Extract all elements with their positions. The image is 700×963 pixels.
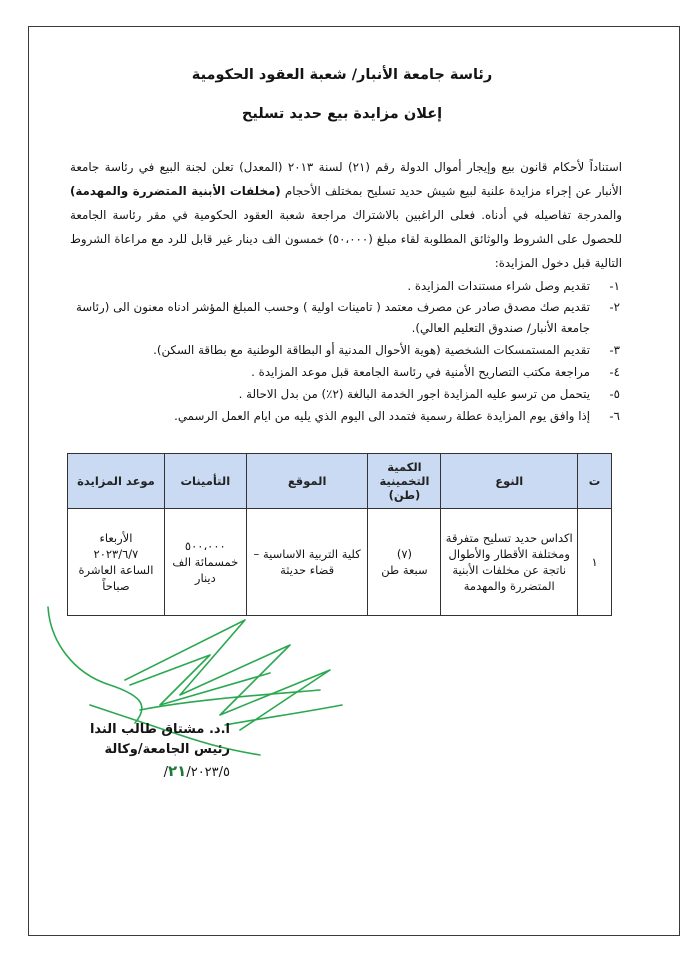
signatory-name: ا.د. مشتاق طالب الندا: [89, 722, 230, 737]
announcement-title: إعلان مزايدة بيع حديد تسليح: [241, 106, 443, 122]
auction-date-value: ٢٠٢٣/٦/٧: [93, 547, 139, 561]
condition-text: تقديم المستمسكات الشخصية (هوية الأحوال المدنية أو البطاقة الوطنية مع بطاقة السكن).: [153, 343, 590, 357]
quantity-number: (٧): [396, 547, 413, 561]
intro-text-2: والمدرجة تفاصيله في أدناه. فعلى الراغبين بالاشتراك مراجعة شعبة العقود الحكومية في مقر رئاسة الجامعة للحصول على الشروط والوثائق المطلوبة لقاء مبلغ (٥٠،٠٠٠) خمسون الف دينار غير قابل للرد مع مراعاة الشروط التالية قبل دخول المزايدة:: [70, 207, 622, 270]
header-cell-type: النوع: [441, 454, 578, 509]
header-cell-deposit: التأمينات: [164, 454, 246, 509]
deposit-number: ٥٠٠،٠٠٠: [184, 539, 226, 553]
condition-text: تقديم صك مصدق صادر عن مصرف معتمد ( تامينات اولية ) وحسب المبلغ المؤشر ادناه معنون الى (رئاسة جامعة الأنبار/ صندوق التعليم العالي).: [75, 300, 590, 335]
condition-item: [60, 275, 620, 297]
header-cell-date: موعد المزايدة: [68, 454, 165, 509]
condition-text: إذا وافق يوم المزايدة عطلة رسمية فتمدد الى اليوم الذي يليه من ايام العمل الرسمي.: [174, 409, 590, 423]
auction-day: الأربعاء: [99, 531, 133, 545]
table-header-row: [68, 454, 612, 509]
signature-date-rest: /٢٠٢٣/٥/: [163, 765, 230, 780]
signature-date-day: ٢١: [168, 762, 187, 780]
issuer-header: رئاسة جامعة الأنبار/ شعبة العقود الحكومية: [191, 67, 493, 83]
condition-number: ٥-: [609, 387, 620, 401]
condition-item: [60, 383, 620, 405]
condition-number: ٤-: [609, 365, 620, 379]
auction-time: الساعة العاشرة صباحاً: [78, 563, 154, 593]
signature-date: [164, 762, 230, 780]
header-cell-number: ت: [578, 454, 612, 509]
row-quantity: [368, 509, 441, 616]
condition-number: ٢-: [609, 300, 620, 314]
condition-item: [60, 339, 620, 361]
condition-text: يتحمل من ترسو عليه المزايدة اجور الخدمة البالغة (٢٪) من بدل الاحالة .: [238, 387, 590, 401]
row-location: كلية التربية الاساسية – قضاء حديثة: [246, 509, 368, 616]
conditions-list: [60, 275, 620, 427]
header-cell-location: الموقع: [246, 454, 368, 509]
condition-item: [60, 405, 620, 427]
condition-item: [60, 361, 620, 383]
condition-number: ٦-: [609, 409, 620, 423]
condition-text: مراجعة مكتب التصاريح الأمنية في رئاسة الجامعة قبل موعد المزايدة .: [251, 365, 590, 379]
condition-text: تقديم وصل شراء مستندات المزايدة .: [407, 279, 590, 293]
condition-number: ٣-: [609, 343, 620, 357]
deposit-words: خمسمائة الف دينار: [172, 555, 239, 585]
row-number: ١: [578, 509, 612, 616]
signatory-role: رئيس الجامعة/وكالة: [104, 742, 230, 757]
quantity-words: سبعة طن: [381, 563, 428, 577]
intro-text-1: استناداً لأحكام قانون بيع وإيجار أموال الدولة رقم (٢١) لسنة ٢٠١٣ (المعدل) تعلن لجنة البيع في رئاسة جامعة الأنبار عن إجراء مزايدة علنية لبيع شيش حديد تسليح بمختلف الأحجام: [70, 159, 622, 198]
intro-paragraph: [70, 155, 622, 275]
condition-item: [60, 297, 620, 339]
condition-number: ١-: [609, 279, 620, 293]
intro-bold-text: (مخلفات الأبنية المتضررة والمهدمة): [70, 183, 281, 198]
header-cell-quantity: الكمية التخمينية (طن): [368, 454, 441, 509]
row-type: اكداس حديد تسليح متفرقة ومختلفة الأقطار والأطوال ناتجة عن مخلفات الأبنية المتضررة والمهدمة: [441, 509, 578, 616]
